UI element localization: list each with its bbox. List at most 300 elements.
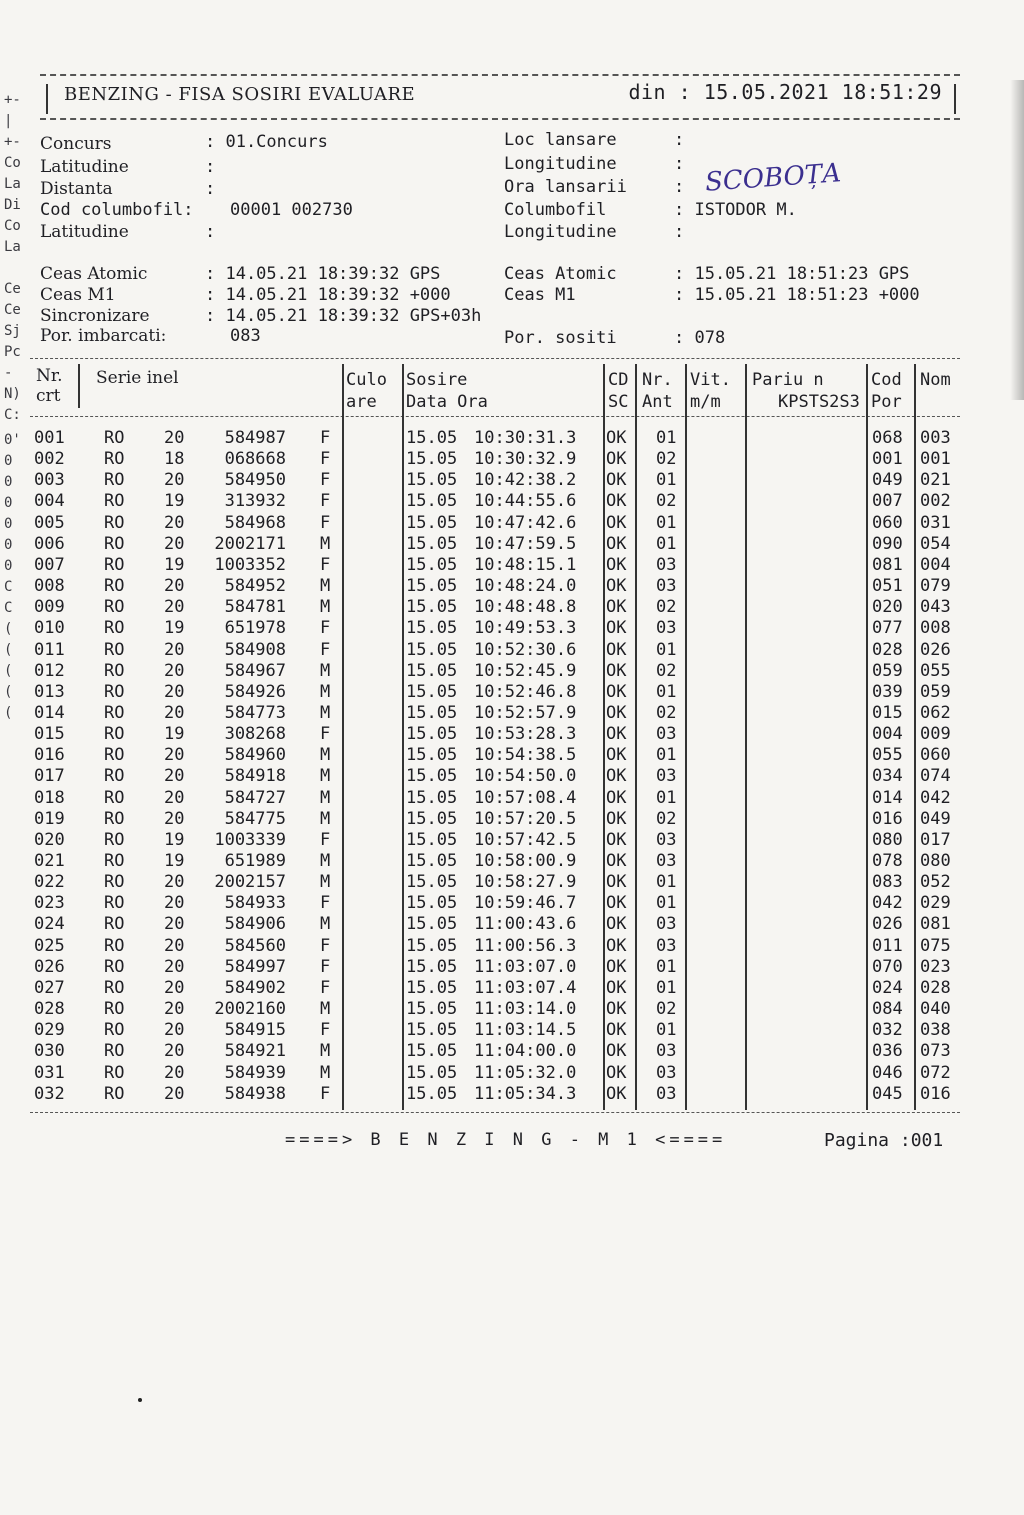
- ceas-atomic2-label: Ceas Atomic: [504, 264, 617, 284]
- row-an: 20: [164, 576, 185, 597]
- row-data: 15.05: [406, 533, 458, 554]
- row-cod: 011: [872, 935, 903, 956]
- row-nr: 009: [34, 597, 65, 618]
- row-tara: RO: [104, 872, 125, 893]
- row-an: 18: [164, 449, 185, 470]
- row-sex: M: [320, 1062, 331, 1083]
- row-data: 15.05: [406, 449, 458, 470]
- longitudine2-label: Longitudine: [504, 222, 617, 242]
- row-an: 20: [164, 1083, 185, 1104]
- row-nr: 008: [34, 576, 65, 597]
- row-inel: 584921: [224, 1041, 286, 1062]
- row-sex: F: [320, 639, 331, 660]
- row-cod: 078: [872, 851, 903, 871]
- row-inel: 584968: [224, 512, 286, 533]
- ceas-atomic-value: : 14.05.21 18:39:32 GPS: [205, 264, 441, 284]
- row-nr: 004: [34, 491, 65, 512]
- row-nom: 040: [920, 999, 951, 1020]
- row-nr: 014: [34, 702, 65, 723]
- row-nr: 029: [34, 1020, 65, 1041]
- row-ant: 01: [656, 639, 677, 660]
- row-cod: 077: [872, 618, 903, 639]
- row-nr: 019: [34, 808, 65, 829]
- row-ora: 11:03:07.4: [474, 977, 577, 998]
- row-ora: 10:48:24.0: [474, 576, 577, 597]
- row-ora: 10:58:27.9: [474, 872, 577, 893]
- longitudine2-value: :: [674, 222, 685, 242]
- th-nom: Nom: [920, 370, 951, 390]
- row-ora: 10:52:45.9: [474, 660, 577, 681]
- page-number: Pagina :001: [824, 1130, 944, 1151]
- row-ora: 10:58:00.9: [474, 851, 577, 871]
- row-tara: RO: [104, 787, 125, 808]
- col-divider: [635, 364, 637, 1110]
- row-data: 15.05: [406, 935, 458, 956]
- latitudine-value: :: [205, 157, 216, 177]
- row-data: 15.05: [406, 977, 458, 998]
- row-tara: RO: [104, 935, 125, 956]
- row-cd: OK: [606, 597, 627, 618]
- row-ant: 01: [656, 681, 677, 702]
- row-cd: OK: [606, 428, 627, 448]
- row-sex: F: [320, 512, 331, 533]
- report-date: din : 15.05.2021 18:51:29: [628, 80, 942, 104]
- row-data: 15.05: [406, 829, 458, 850]
- row-nr: 032: [34, 1083, 65, 1104]
- row-ant: 03: [656, 576, 677, 597]
- th-mm: m/m: [690, 392, 721, 412]
- row-data: 15.05: [406, 660, 458, 681]
- stray-mark: [138, 1398, 142, 1402]
- row-nr: 007: [34, 554, 65, 575]
- concurs-value: : 01.Concurs: [205, 132, 328, 152]
- row-tara: RO: [104, 660, 125, 681]
- row-nom: 072: [920, 1062, 951, 1083]
- distanta-value: :: [205, 179, 216, 199]
- ceas-m12-value: : 15.05.21 18:51:23 +000: [674, 285, 920, 305]
- row-tara: RO: [104, 914, 125, 935]
- row-an: 20: [164, 766, 185, 787]
- row-inel: 584933: [224, 893, 286, 914]
- row-nr: 002: [34, 449, 65, 470]
- row-nom: 060: [920, 745, 951, 766]
- row-an: 20: [164, 745, 185, 766]
- row-inel: 584773: [224, 702, 286, 723]
- margin-row-fragment: (: [4, 684, 13, 700]
- col-divider: [402, 364, 404, 1110]
- row-inel: 584727: [224, 787, 286, 808]
- row-cd: OK: [606, 787, 627, 808]
- margin-fragment: Ce: [4, 281, 21, 297]
- row-cod: 046: [872, 1062, 903, 1083]
- row-cd: OK: [606, 491, 627, 512]
- row-nom: 079: [920, 576, 951, 597]
- row-cod: 015: [872, 702, 903, 723]
- row-cd: OK: [606, 576, 627, 597]
- row-an: 19: [164, 724, 185, 745]
- row-data: 15.05: [406, 681, 458, 702]
- row-an: 20: [164, 470, 185, 491]
- row-ora: 10:47:59.5: [474, 533, 577, 554]
- row-tara: RO: [104, 1041, 125, 1062]
- row-cod: 007: [872, 491, 903, 512]
- row-inel: 651978: [224, 618, 286, 639]
- row-an: 20: [164, 872, 185, 893]
- columbofil-value: : ISTODOR M.: [674, 200, 797, 220]
- row-tara: RO: [104, 851, 125, 871]
- row-ant: 02: [656, 660, 677, 681]
- row-inel: 2002160: [214, 999, 286, 1020]
- row-ant: 01: [656, 533, 677, 554]
- row-ant: 01: [656, 977, 677, 998]
- row-ora: 10:48:15.1: [474, 554, 577, 575]
- row-nr: 012: [34, 660, 65, 681]
- row-inel: 584950: [224, 470, 286, 491]
- sincronizare-value: : 14.05.21 18:39:32 GPS+03h: [205, 306, 482, 326]
- row-cod: 060: [872, 512, 903, 533]
- row-nr: 010: [34, 618, 65, 639]
- row-cd: OK: [606, 681, 627, 702]
- latitudine2-value: :: [205, 222, 216, 242]
- sincronizare-label: Sincronizare: [40, 306, 150, 326]
- row-inel: 584939: [224, 1062, 286, 1083]
- margin-fragment: Ce: [4, 302, 21, 318]
- row-cod: 034: [872, 766, 903, 787]
- row-data: 15.05: [406, 872, 458, 893]
- row-an: 20: [164, 533, 185, 554]
- margin-fragment: +-: [4, 92, 21, 108]
- row-an: 19: [164, 829, 185, 850]
- row-data: 15.05: [406, 639, 458, 660]
- loc-lansare-value: :: [674, 130, 685, 150]
- margin-row-fragment: C: [4, 600, 13, 616]
- row-an: 20: [164, 999, 185, 1020]
- header-top-rule: [40, 74, 960, 76]
- margin-row-fragment: (: [4, 705, 13, 721]
- row-sex: M: [320, 681, 331, 702]
- row-ant: 02: [656, 449, 677, 470]
- row-ora: 10:57:42.5: [474, 829, 577, 850]
- row-tara: RO: [104, 554, 125, 575]
- ora-lansarii-value: :: [674, 177, 685, 197]
- row-nom: 026: [920, 639, 951, 660]
- ceas-m1-label: Ceas M1: [40, 285, 116, 305]
- col-divider: [914, 364, 916, 1110]
- latitudine2-label: Latitudine: [40, 222, 129, 242]
- row-sex: F: [320, 1020, 331, 1041]
- row-cd: OK: [606, 1041, 627, 1062]
- row-ant: 01: [656, 1020, 677, 1041]
- row-tara: RO: [104, 893, 125, 914]
- row-sex: F: [320, 893, 331, 914]
- row-cod: 004: [872, 724, 903, 745]
- row-cd: OK: [606, 999, 627, 1020]
- row-an: 20: [164, 428, 185, 448]
- th-crt: crt: [36, 386, 61, 406]
- row-cd: OK: [606, 766, 627, 787]
- row-nr: 013: [34, 681, 65, 702]
- margin-row-fragment: 0': [4, 432, 21, 448]
- row-data: 15.05: [406, 470, 458, 491]
- row-nom: 080: [920, 851, 951, 871]
- row-ora: 10:59:46.7: [474, 893, 577, 914]
- margin-row-fragment: 0: [4, 516, 13, 532]
- row-inel: 1003352: [214, 554, 286, 575]
- row-cd: OK: [606, 914, 627, 935]
- margin-fragment: La: [4, 239, 21, 255]
- margin-row-fragment: C: [4, 579, 13, 595]
- row-ora: 10:49:53.3: [474, 618, 577, 639]
- page-edge-shadow: [1010, 80, 1024, 400]
- row-nom: 054: [920, 533, 951, 554]
- th-data-ora: Data Ora: [406, 392, 488, 412]
- row-nom: 059: [920, 681, 951, 702]
- row-ora: 11:00:43.6: [474, 914, 577, 935]
- row-nom: 021: [920, 470, 951, 491]
- row-sex: M: [320, 1041, 331, 1062]
- row-data: 15.05: [406, 1083, 458, 1104]
- row-inel: 584906: [224, 914, 286, 935]
- row-an: 20: [164, 935, 185, 956]
- row-sex: M: [320, 660, 331, 681]
- margin-fragment: C:: [4, 407, 21, 423]
- margin-fragment: Co: [4, 155, 21, 171]
- row-cd: OK: [606, 977, 627, 998]
- left-margin-row-fragments: [4, 430, 24, 724]
- row-ora: 11:03:14.5: [474, 1020, 577, 1041]
- row-data: 15.05: [406, 808, 458, 829]
- row-nr: 031: [34, 1062, 65, 1083]
- th-nr: Nr.: [36, 366, 63, 386]
- margin-row-fragment: (: [4, 642, 13, 658]
- row-nom: 038: [920, 1020, 951, 1041]
- row-nr: 021: [34, 851, 65, 871]
- row-cod: 051: [872, 576, 903, 597]
- margin-row-fragment: 0: [4, 474, 13, 490]
- row-nr: 018: [34, 787, 65, 808]
- row-cd: OK: [606, 512, 627, 533]
- ceas-m12-label: Ceas M1: [504, 285, 576, 305]
- row-ant: 01: [656, 893, 677, 914]
- margin-row-fragment: 0: [4, 495, 13, 511]
- row-data: 15.05: [406, 1020, 458, 1041]
- row-nom: 004: [920, 554, 951, 575]
- row-data: 15.05: [406, 999, 458, 1020]
- row-nr: 025: [34, 935, 65, 956]
- row-cd: OK: [606, 872, 627, 893]
- row-data: 15.05: [406, 745, 458, 766]
- row-tara: RO: [104, 533, 125, 554]
- row-nom: 017: [920, 829, 951, 850]
- row-inel: 584560: [224, 935, 286, 956]
- row-data: 15.05: [406, 893, 458, 914]
- row-sex: F: [320, 935, 331, 956]
- por-sositi-label: Por. sositi: [504, 328, 617, 348]
- row-inel: 308268: [224, 724, 286, 745]
- margin-row-fragment: 0: [4, 537, 13, 553]
- table-top-rule: [30, 358, 960, 359]
- por-sositi-value: : 078: [674, 328, 726, 348]
- row-sex: M: [320, 702, 331, 723]
- th-pariu: Pariu n: [752, 370, 824, 390]
- row-nr: 028: [34, 999, 65, 1020]
- por-imbarcati-value: 083: [230, 326, 261, 346]
- th-sosire: Sosire: [406, 370, 468, 390]
- row-cod: 059: [872, 660, 903, 681]
- th-por: Por: [871, 392, 902, 412]
- th-nr-ant: Nr.: [642, 370, 673, 390]
- columbofil-label: Columbofil: [504, 200, 607, 220]
- margin-fragment: N): [4, 386, 21, 402]
- row-an: 20: [164, 512, 185, 533]
- row-ora: 11:04:00.0: [474, 1041, 577, 1062]
- row-nom: 074: [920, 766, 951, 787]
- row-inel: 584952: [224, 576, 286, 597]
- ceas-m1-value: : 14.05.21 18:39:32 +000: [205, 285, 451, 305]
- row-ora: 10:30:31.3: [474, 428, 577, 448]
- row-sex: M: [320, 872, 331, 893]
- th-serie-inel: Serie inel: [96, 368, 179, 388]
- row-tara: RO: [104, 977, 125, 998]
- row-an: 20: [164, 597, 185, 618]
- row-sex: M: [320, 597, 331, 618]
- row-sex: F: [320, 428, 331, 448]
- row-cod: 028: [872, 639, 903, 660]
- margin-fragment: Sj: [4, 323, 21, 339]
- th-sc: SC: [608, 392, 629, 412]
- row-nr: 022: [34, 872, 65, 893]
- col-divider: [866, 364, 868, 1110]
- row-cd: OK: [606, 618, 627, 639]
- row-nr: 017: [34, 766, 65, 787]
- loc-lansare-label: Loc lansare: [504, 130, 617, 150]
- row-cod: 045: [872, 1083, 903, 1104]
- row-ant: 01: [656, 745, 677, 766]
- row-ant: 01: [656, 512, 677, 533]
- th-cd: CD: [608, 370, 629, 390]
- row-tara: RO: [104, 512, 125, 533]
- row-an: 20: [164, 787, 185, 808]
- ora-lansarii-label: Ora lansarii: [504, 177, 627, 197]
- row-tara: RO: [104, 702, 125, 723]
- header-left-bar: [46, 84, 48, 114]
- margin-fragment: |: [4, 113, 13, 129]
- row-an: 20: [164, 808, 185, 829]
- row-tara: RO: [104, 449, 125, 470]
- row-cd: OK: [606, 1083, 627, 1104]
- row-nom: 042: [920, 787, 951, 808]
- row-cod: 068: [872, 428, 903, 448]
- arrivals-table: [30, 352, 960, 1127]
- row-cd: OK: [606, 829, 627, 850]
- row-nom: 003: [920, 428, 951, 448]
- row-an: 19: [164, 491, 185, 512]
- row-data: 15.05: [406, 618, 458, 639]
- row-tara: RO: [104, 470, 125, 491]
- row-sex: F: [320, 1083, 331, 1104]
- row-ant: 03: [656, 1041, 677, 1062]
- row-cd: OK: [606, 935, 627, 956]
- row-cd: OK: [606, 702, 627, 723]
- row-cd: OK: [606, 956, 627, 977]
- row-nom: 002: [920, 491, 951, 512]
- row-nom: 052: [920, 872, 951, 893]
- row-ant: 01: [656, 428, 677, 448]
- col-divider: [342, 364, 344, 1110]
- row-inel: 584987: [224, 428, 286, 448]
- row-data: 15.05: [406, 576, 458, 597]
- row-tara: RO: [104, 428, 125, 448]
- row-sex: F: [320, 618, 331, 639]
- row-nr: 011: [34, 639, 65, 660]
- cod-columbofil-value: 00001 002730: [230, 200, 353, 220]
- header-right-bar: [954, 84, 956, 114]
- row-tara: RO: [104, 618, 125, 639]
- row-cod: 070: [872, 956, 903, 977]
- row-ora: 10:53:28.3: [474, 724, 577, 745]
- row-data: 15.05: [406, 554, 458, 575]
- row-sex: F: [320, 470, 331, 491]
- row-cd: OK: [606, 449, 627, 470]
- row-ant: 03: [656, 851, 677, 871]
- row-cod: 049: [872, 470, 903, 491]
- row-tara: RO: [104, 639, 125, 660]
- row-tara: RO: [104, 724, 125, 745]
- row-data: 15.05: [406, 724, 458, 745]
- row-tara: RO: [104, 745, 125, 766]
- row-data: 15.05: [406, 956, 458, 977]
- row-cd: OK: [606, 554, 627, 575]
- th-culoare-1: Culo: [346, 370, 387, 390]
- row-inel: 584775: [224, 808, 286, 829]
- row-cd: OK: [606, 1020, 627, 1041]
- row-cd: OK: [606, 851, 627, 871]
- row-inel: 584997: [224, 956, 286, 977]
- row-nom: 073: [920, 1041, 951, 1062]
- row-cd: OK: [606, 808, 627, 829]
- row-nom: 001: [920, 449, 951, 470]
- row-inel: 584902: [224, 977, 286, 998]
- margin-fragment: Co: [4, 218, 21, 234]
- row-cd: OK: [606, 724, 627, 745]
- row-cd: OK: [606, 1062, 627, 1083]
- row-inel: 584908: [224, 639, 286, 660]
- margin-fragment: La: [4, 176, 21, 192]
- row-inel: 584781: [224, 597, 286, 618]
- row-ant: 03: [656, 766, 677, 787]
- row-cod: 032: [872, 1020, 903, 1041]
- row-nom: 049: [920, 808, 951, 829]
- row-sex: F: [320, 977, 331, 998]
- row-sex: M: [320, 533, 331, 554]
- ceas-atomic2-value: : 15.05.21 18:51:23 GPS: [674, 264, 910, 284]
- handwritten-location: SCOBOȚA: [704, 158, 842, 198]
- row-cod: 026: [872, 914, 903, 935]
- longitudine-value: :: [674, 154, 685, 174]
- row-inel: 584938: [224, 1083, 286, 1104]
- row-an: 20: [164, 914, 185, 935]
- margin-fragment: Pc: [4, 344, 21, 360]
- row-sex: F: [320, 724, 331, 745]
- row-tara: RO: [104, 766, 125, 787]
- row-inel: 584918: [224, 766, 286, 787]
- report-header: [40, 64, 960, 120]
- row-inel: 584926: [224, 681, 286, 702]
- row-cod: 024: [872, 977, 903, 998]
- row-inel: 1003339: [214, 829, 286, 850]
- margin-row-fragment: (: [4, 663, 13, 679]
- row-nr: 020: [34, 829, 65, 850]
